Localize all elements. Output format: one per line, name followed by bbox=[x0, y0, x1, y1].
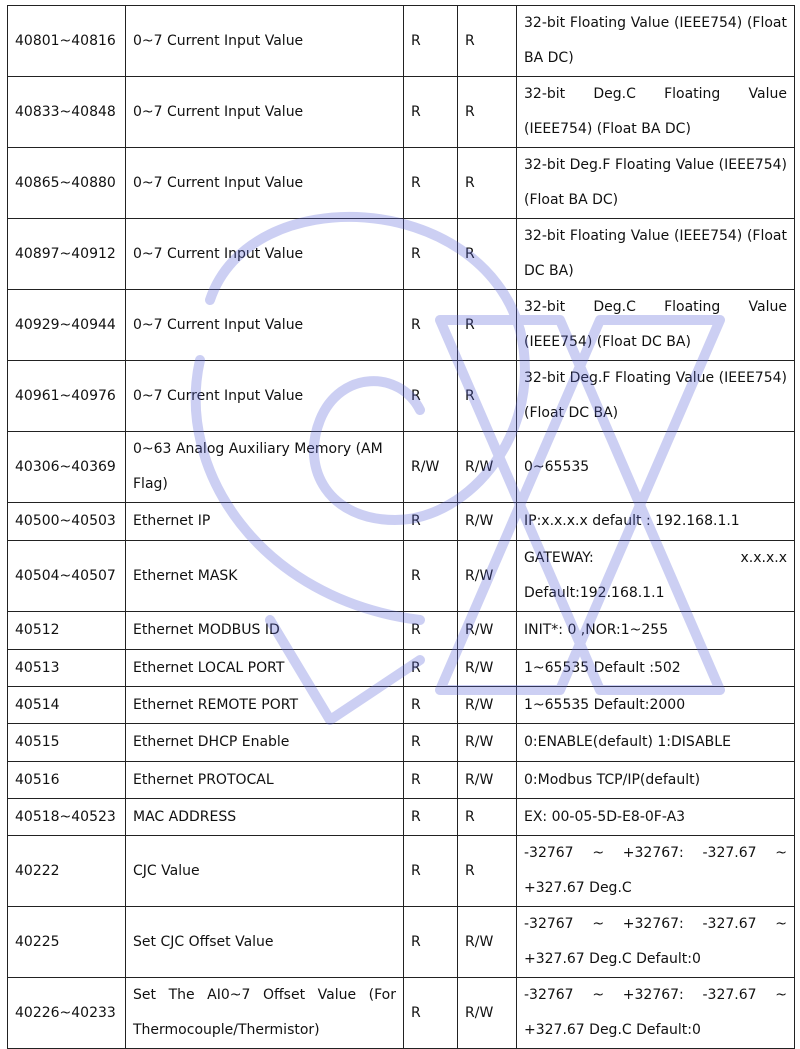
name-cell: 0~7 Current Input Value bbox=[126, 290, 404, 361]
access-cell: R bbox=[404, 687, 458, 724]
description-cell: 32-bit Deg.F Floating Value (IEEE754) (Float BA DC) bbox=[517, 148, 795, 219]
address-cell: 40929~40944 bbox=[8, 290, 126, 361]
name-cell: Set The AI0~7 Offset Value (For Thermocouple/Thermistor) bbox=[126, 978, 404, 1049]
description-cell: -32767 ~ +32767: -327.67 ~ +327.67 Deg.C bbox=[517, 836, 795, 907]
access-cell: R bbox=[404, 650, 458, 687]
name-cell: 0~63 Analog Auxiliary Memory (AM Flag) bbox=[126, 432, 404, 503]
address-cell: 40504~40507 bbox=[8, 541, 126, 612]
table-row bbox=[8, 361, 795, 432]
table-row bbox=[8, 612, 795, 650]
address-cell: 40306~40369 bbox=[8, 432, 126, 503]
access-cell: R bbox=[458, 6, 517, 77]
address-cell: 40516 bbox=[8, 762, 126, 799]
address-cell: 40518~40523 bbox=[8, 799, 126, 836]
access-cell: R/W bbox=[458, 762, 517, 799]
address-cell: 40222 bbox=[8, 836, 126, 907]
table-row bbox=[8, 836, 795, 907]
access-cell: R bbox=[404, 762, 458, 799]
description-cell: -32767 ~ +32767: -327.67 ~ +327.67 Deg.C Default:0 bbox=[517, 907, 795, 978]
description-cell: 0:ENABLE(default) 1:DISABLE bbox=[517, 724, 795, 762]
register-table-body bbox=[8, 6, 795, 1049]
description-cell: EX: 00-05-5D-E8-0F-A3 bbox=[517, 799, 795, 836]
address-cell: 40865~40880 bbox=[8, 148, 126, 219]
address-cell: 40961~40976 bbox=[8, 361, 126, 432]
access-cell: R bbox=[404, 724, 458, 762]
access-cell: R bbox=[458, 361, 517, 432]
table-row bbox=[8, 290, 795, 361]
description-cell: -32767 ~ +32767: -327.67 ~ +327.67 Deg.C Default:0 bbox=[517, 978, 795, 1049]
table-row bbox=[8, 148, 795, 219]
access-cell: R/W bbox=[458, 724, 517, 762]
address-cell: 40500~40503 bbox=[8, 503, 126, 541]
access-cell: R bbox=[458, 219, 517, 290]
description-cell: INIT*: 0 ,NOR:1~255 bbox=[517, 612, 795, 650]
description-cell: 32-bit Deg.C Floating Value (IEEE754) (Float BA DC) bbox=[517, 77, 795, 148]
access-cell: R bbox=[404, 503, 458, 541]
name-cell: 0~7 Current Input Value bbox=[126, 148, 404, 219]
description-cell: 1~65535 Default:2000 bbox=[517, 687, 795, 724]
access-cell: R/W bbox=[458, 907, 517, 978]
access-cell: R/W bbox=[458, 432, 517, 503]
description-cell: IP:x.x.x.x default : 192.168.1.1 bbox=[517, 503, 795, 541]
description-cell: 0~65535 bbox=[517, 432, 795, 503]
access-cell: R bbox=[404, 978, 458, 1049]
access-cell: R/W bbox=[458, 978, 517, 1049]
access-cell: R/W bbox=[458, 503, 517, 541]
name-cell: Ethernet MODBUS ID bbox=[126, 612, 404, 650]
access-cell: R/W bbox=[458, 612, 517, 650]
access-cell: R/W bbox=[458, 687, 517, 724]
access-cell: R bbox=[404, 219, 458, 290]
name-cell: CJC Value bbox=[126, 836, 404, 907]
access-cell: R bbox=[458, 290, 517, 361]
access-cell: R bbox=[404, 907, 458, 978]
access-cell: R bbox=[404, 77, 458, 148]
description-cell: 0:Modbus TCP/IP(default) bbox=[517, 762, 795, 799]
description-cell: 32-bit Deg.C Floating Value (IEEE754) (Float DC BA) bbox=[517, 290, 795, 361]
table-row bbox=[8, 978, 795, 1049]
table-row bbox=[8, 77, 795, 148]
description-cell: 1~65535 Default :502 bbox=[517, 650, 795, 687]
register-table bbox=[7, 5, 795, 1049]
access-cell: R bbox=[404, 541, 458, 612]
description-cell: GATEWAY: x.x.x.x Default:192.168.1.1 bbox=[517, 541, 795, 612]
address-cell: 40801~40816 bbox=[8, 6, 126, 77]
table-row bbox=[8, 724, 795, 762]
name-cell: Set CJC Offset Value bbox=[126, 907, 404, 978]
access-cell: R bbox=[404, 148, 458, 219]
address-cell: 40515 bbox=[8, 724, 126, 762]
name-cell: MAC ADDRESS bbox=[126, 799, 404, 836]
name-cell: Ethernet LOCAL PORT bbox=[126, 650, 404, 687]
name-cell: Ethernet IP bbox=[126, 503, 404, 541]
access-cell: R/W bbox=[458, 541, 517, 612]
name-cell: 0~7 Current Input Value bbox=[126, 77, 404, 148]
table-row bbox=[8, 687, 795, 724]
address-cell: 40514 bbox=[8, 687, 126, 724]
name-cell: Ethernet MASK bbox=[126, 541, 404, 612]
access-cell: R bbox=[404, 836, 458, 907]
access-cell: R bbox=[404, 361, 458, 432]
description-cell: 32-bit Floating Value (IEEE754) (Float BA DC) bbox=[517, 6, 795, 77]
access-cell: R bbox=[404, 799, 458, 836]
name-cell: 0~7 Current Input Value bbox=[126, 361, 404, 432]
address-cell: 40225 bbox=[8, 907, 126, 978]
access-cell: R/W bbox=[404, 432, 458, 503]
access-cell: R bbox=[458, 799, 517, 836]
name-cell: 0~7 Current Input Value bbox=[126, 6, 404, 77]
table-row bbox=[8, 907, 795, 978]
access-cell: R bbox=[404, 6, 458, 77]
name-cell: Ethernet DHCP Enable bbox=[126, 724, 404, 762]
access-cell: R bbox=[458, 836, 517, 907]
table-row bbox=[8, 6, 795, 77]
name-cell: Ethernet REMOTE PORT bbox=[126, 687, 404, 724]
access-cell: R bbox=[458, 148, 517, 219]
access-cell: R/W bbox=[458, 650, 517, 687]
name-cell: Ethernet PROTOCAL bbox=[126, 762, 404, 799]
table-row bbox=[8, 650, 795, 687]
address-cell: 40513 bbox=[8, 650, 126, 687]
table-row bbox=[8, 432, 795, 503]
address-cell: 40833~40848 bbox=[8, 77, 126, 148]
access-cell: R bbox=[404, 290, 458, 361]
address-cell: 40897~40912 bbox=[8, 219, 126, 290]
table-row bbox=[8, 219, 795, 290]
table-row bbox=[8, 799, 795, 836]
description-cell: 32-bit Deg.F Floating Value (IEEE754) (Float DC BA) bbox=[517, 361, 795, 432]
address-cell: 40226~40233 bbox=[8, 978, 126, 1049]
access-cell: R bbox=[458, 77, 517, 148]
address-cell: 40512 bbox=[8, 612, 126, 650]
access-cell: R bbox=[404, 612, 458, 650]
table-row bbox=[8, 541, 795, 612]
table-row bbox=[8, 503, 795, 541]
table-row bbox=[8, 762, 795, 799]
description-cell: 32-bit Floating Value (IEEE754) (Float DC BA) bbox=[517, 219, 795, 290]
name-cell: 0~7 Current Input Value bbox=[126, 219, 404, 290]
